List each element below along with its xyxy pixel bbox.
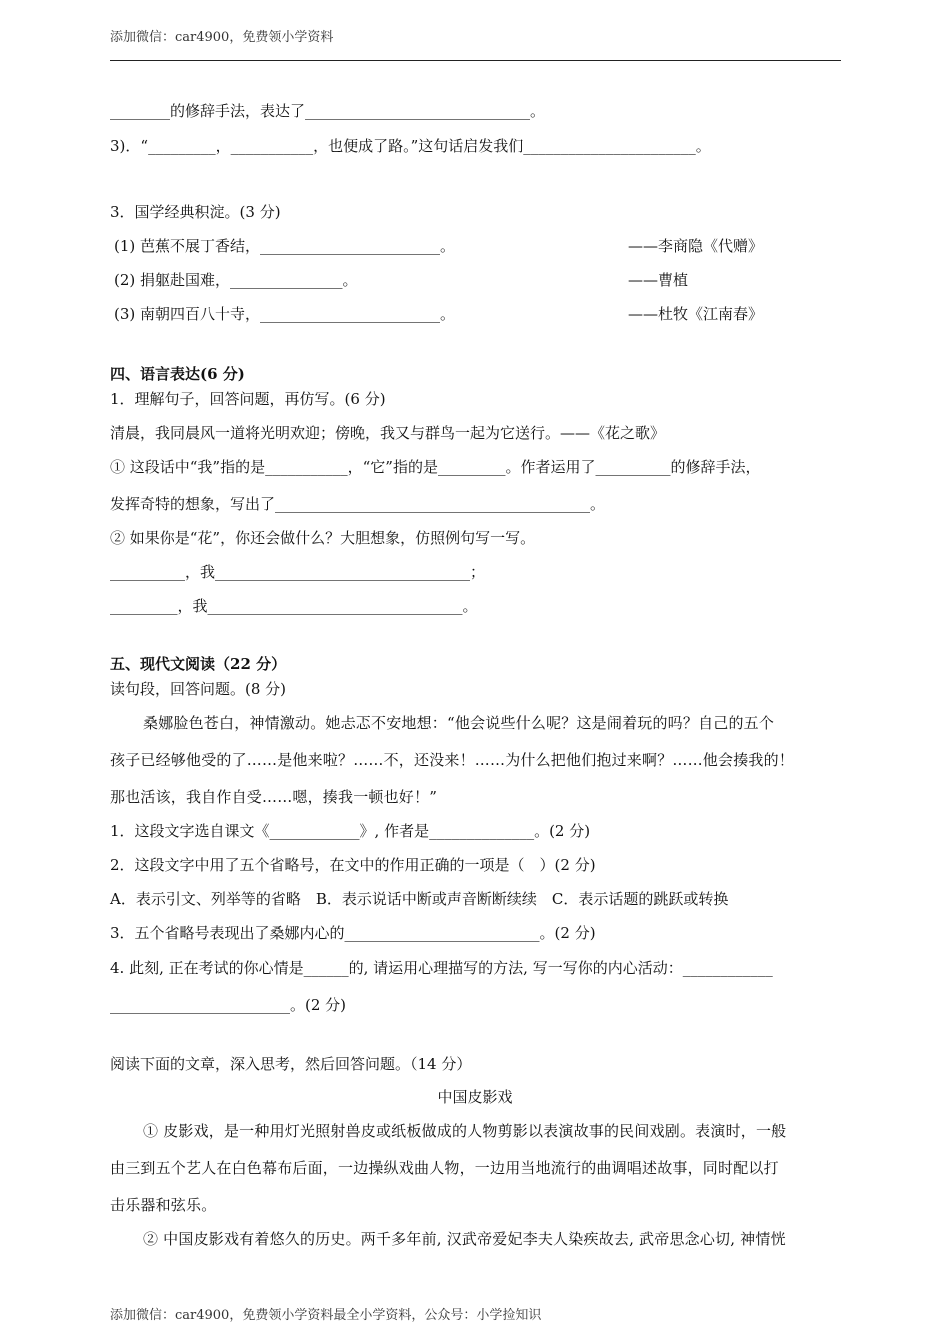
article-paragraph: ① 皮影戏，是一种用灯光照射兽皮或纸板做成的人物剪影以表演故事的民间戏剧。表演时，一般 [143,1122,787,1140]
quote-text: 清晨，我同晨风一道将光明欢迎；傍晚，我又与群鸟一起为它送行。——《花之歌》 [110,424,666,442]
question-title: 3．国学经典积淀。(3 分) [110,203,281,221]
section-heading: 五、现代文阅读（22 分） [110,655,287,673]
fill-blank-line: __________，我__________________________________； [110,563,486,581]
classic-item: (3) 南朝四百八十寺，________________________。 [114,305,456,323]
fill-blank-line: 3)．“_________，___________，也便成了路。”这句话启发我们_______________________。 [110,137,711,155]
question-intro: 读句段，回答问题。(8 分) [110,680,287,698]
article-paragraph: 由三到五个艺人在白色幕布后面，一边操纵戏曲人物，一边用当地流行的曲调唱述故事，同时配以打 [110,1159,779,1177]
page-footer: 添加微信：car4900，免费领小学资料最全小学资料，公众号：小学捡知识 [110,1308,542,1323]
answer-options: A．表示引文、列举等的省略 B．表示说话中断或声音断断续续 C．表示话题的跳跃或转换 [110,890,729,908]
question-item: 4. 此刻, 正在考试的你心情是______的, 请运用心理描写的方法, 写一写你的内心活动：____________ [110,959,773,977]
classic-item: (2) 捐躯赴国难，_______________。 [114,271,358,289]
classic-source: ——李商隐《代赠》 [628,237,764,255]
article-paragraph: 击乐器和弦乐。 [110,1196,217,1214]
header-divider [110,60,841,61]
question-title: 1．理解句子，回答问题，再仿写。(6 分) [110,390,386,408]
question-item: 2．这段文字中用了五个省略号，在文中的作用正确的一项是（ ）(2 分) [110,856,596,874]
passage-text: 桑娜脸色苍白，神情激动。她忐忑不安地想：“他会说些什么呢？这是闹着玩的吗？自己的五个 [143,714,775,732]
passage-text: 孩子已经够他受的了……是他来啦？……不，还没来！……为什么把他们抱过来啊？……他会揍我的！ [110,751,795,769]
reading-intro: 阅读下面的文章，深入思考，然后回答问题。（14 分） [110,1055,472,1073]
classic-source: ——杜牧《江南春》 [628,305,764,323]
page-header: 添加微信：car4900，免费领小学资料 [110,30,334,45]
article-title: 中国皮影戏 [437,1088,513,1106]
classic-item: (1) 芭蕉不展丁香结，________________________。 [114,237,456,255]
sub-question: ② 如果你是“花”，你还会做什么？大胆想象，仿照例句写一写。 [110,529,536,547]
question-item: 3．五个省略号表现出了桑娜内心的__________________________。(2 分) [110,924,596,942]
sub-question: ① 这段话中“我”指的是___________，“它”指的是_________。作者运用了__________的修辞手法， [110,458,761,476]
fill-blank-line: ________的修辞手法，表达了______________________________。 [110,102,546,120]
sub-question: 发挥奇特的想象，写出了__________________________________________。 [110,495,606,513]
question-item: ________________________。(2 分) [110,996,347,1014]
question-item: 1．这段文字选自课文《____________》, 作者是______________。(2 分) [110,822,591,840]
passage-text: 那也活该，我自作自受……嗯，揍我一顿也好！” [110,788,438,806]
article-paragraph: ② 中国皮影戏有着悠久的历史。两千多年前, 汉武帝爱妃李夫人染疾故去, 武帝思念心切, 神情恍 [143,1230,786,1248]
fill-blank-line: _________，我__________________________________。 [110,597,478,615]
section-heading: 四、语言表达(6 分) [110,365,245,383]
classic-source: ——曹植 [628,271,689,289]
